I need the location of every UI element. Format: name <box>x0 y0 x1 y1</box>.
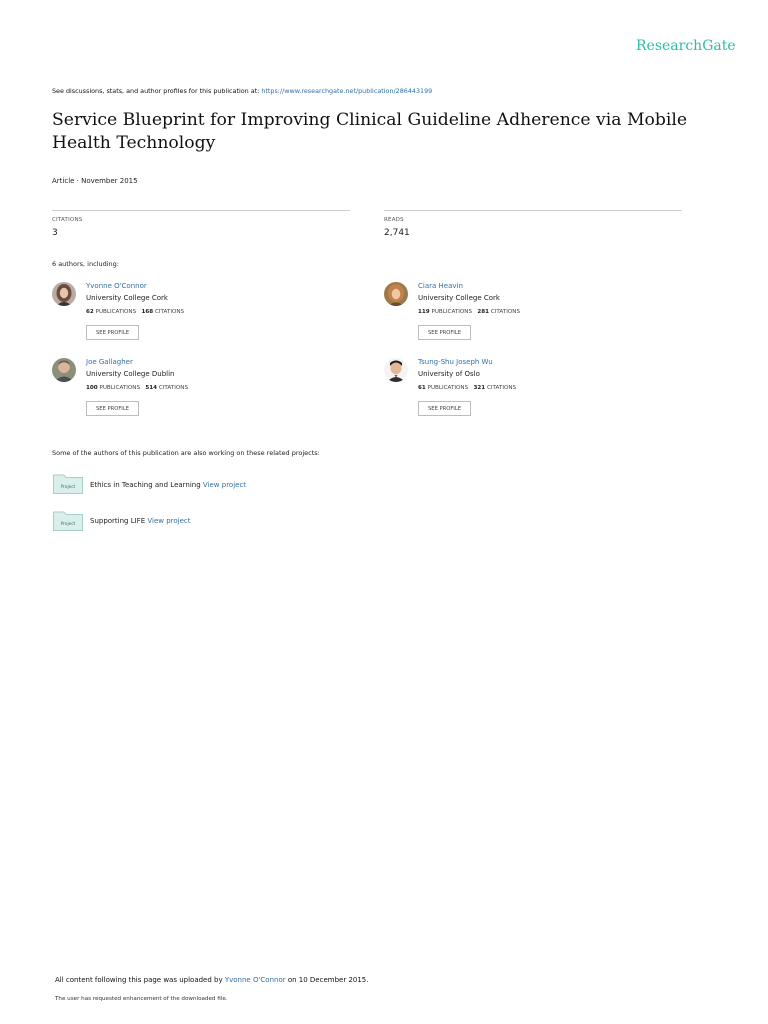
avatar[interactable] <box>384 282 408 306</box>
discussion-link-line <box>52 87 432 95</box>
author-name-link[interactable]: Yvonne O'Connor <box>86 282 147 290</box>
project-row <box>90 481 246 489</box>
citations-value: 3 <box>52 228 58 238</box>
citations-count: 168 <box>141 309 154 315</box>
publication-url-link[interactable]: https://www.researchgate.net/publication/286443199 <box>261 87 433 95</box>
project-icon-label: Project <box>60 484 76 489</box>
authors-heading: 6 authors, including: <box>52 260 119 268</box>
researchgate-logo[interactable]: ResearchGate <box>636 38 736 54</box>
project-name: Ethics in Teaching and Learning <box>90 481 201 489</box>
upload-prefix: All content following this page was uploaded by <box>55 976 223 984</box>
author-name-link[interactable]: Ciara Heavin <box>418 282 463 290</box>
project-name: Supporting LIFE <box>90 517 146 525</box>
author-name-link[interactable]: Tsung-Shu Joseph Wu <box>418 358 493 366</box>
avatar[interactable] <box>52 282 76 306</box>
reads-value: 2,741 <box>384 228 410 238</box>
avatar-photo-icon <box>384 358 408 382</box>
view-project-link[interactable]: View project <box>147 517 191 525</box>
see-profile-button[interactable]: SEE PROFILE <box>86 325 139 340</box>
publications-label: PUBLICATIONS <box>427 385 469 391</box>
author-institution: University College Cork <box>418 294 500 302</box>
see-profile-button[interactable]: SEE PROFILE <box>418 325 471 340</box>
publications-count: 61 <box>418 385 426 391</box>
view-project-link[interactable]: View project <box>202 481 247 489</box>
project-row <box>90 517 191 525</box>
related-projects-heading: Some of the authors of this publication are also working on these related projects: <box>52 449 320 457</box>
avatar-photo-icon <box>52 358 76 382</box>
avatar[interactable] <box>52 358 76 382</box>
see-profile-button[interactable]: SEE PROFILE <box>418 401 471 416</box>
author-stats <box>86 385 188 391</box>
see-profile-button[interactable]: SEE PROFILE <box>86 401 139 416</box>
citations-divider <box>52 210 350 211</box>
see-discussions-text: See discussions, stats, and author profiles for this publication at: <box>52 87 260 95</box>
citations-label: CITATIONS <box>52 217 83 223</box>
author-card <box>52 358 352 428</box>
author-stats <box>418 385 516 391</box>
uploader-link[interactable]: Yvonne O'Connor <box>224 976 286 984</box>
article-type-date: Article · November 2015 <box>52 177 138 185</box>
author-card <box>384 282 684 352</box>
citations-label: CITATIONS <box>154 309 185 315</box>
project-folder-icon <box>53 511 83 531</box>
author-card <box>384 358 684 428</box>
citations-label: CITATIONS <box>158 385 188 391</box>
author-institution: University of Oslo <box>418 370 480 378</box>
author-card <box>52 282 352 352</box>
publication-title: Service Blueprint for Improving Clinical Guideline Adherence via Mobile Health Technology <box>52 110 688 153</box>
publications-count: 119 <box>418 309 430 315</box>
citations-count: 514 <box>145 385 158 391</box>
reads-divider <box>384 210 682 211</box>
author-name-link[interactable]: Joe Gallagher <box>86 358 133 366</box>
publications-label: PUBLICATIONS <box>99 385 141 391</box>
citations-count: 321 <box>473 385 486 391</box>
author-stats <box>86 309 184 315</box>
publications-count: 100 <box>86 385 98 391</box>
avatar[interactable] <box>384 358 408 382</box>
publications-label: PUBLICATIONS <box>95 309 137 315</box>
upload-note <box>55 976 368 984</box>
project-folder-icon <box>53 474 83 494</box>
citations-label: CITATIONS <box>486 385 517 391</box>
upload-suffix: on 10 December 2015. <box>287 976 369 984</box>
avatar-photo-icon <box>384 282 408 306</box>
publications-label: PUBLICATIONS <box>431 309 473 315</box>
publications-count: 62 <box>86 309 94 315</box>
enhancement-note: The user has requested enhancement of the downloaded file. <box>55 996 228 1002</box>
citations-count: 281 <box>477 309 490 315</box>
citations-label: CITATIONS <box>490 309 520 315</box>
project-icon-label: Project <box>60 521 76 526</box>
reads-label: READS <box>384 217 404 223</box>
avatar-photo-icon <box>52 282 76 306</box>
author-stats <box>418 309 520 315</box>
author-institution: University College Cork <box>86 294 168 302</box>
author-institution: University College Dublin <box>86 370 175 378</box>
